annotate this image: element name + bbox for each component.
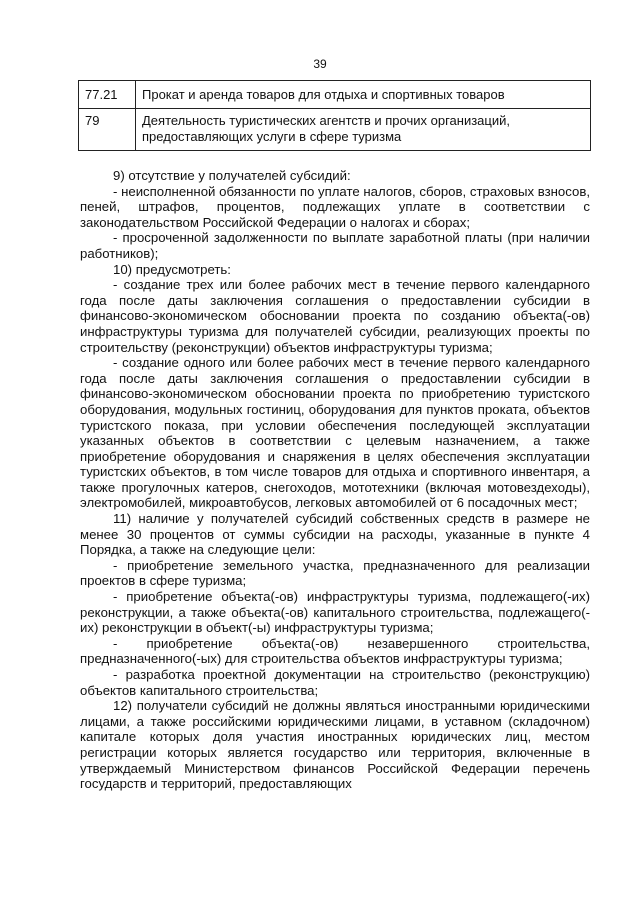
paragraph: - разработка проектной документации на строительство (реконструкцию) объектов капитального строительства; <box>80 667 590 698</box>
paragraph: 10) предусмотреть: <box>113 261 231 277</box>
paragraph: 11) наличие у получателей субсидий собственных средств в размере не менее 30 процентов от суммы субсидии на расходы, указанные в пункте 4 Порядка, а также на следующие цели: <box>80 511 590 558</box>
table-row <box>79 109 591 151</box>
okved-table <box>78 80 591 151</box>
okved-description: Деятельность туристических агентств и прочих организаций, предоставляющих услуги в сфере туризма <box>136 109 591 151</box>
okved-code: 77.21 <box>79 81 136 109</box>
okved-code: 79 <box>79 109 136 151</box>
paragraph: 12) получатели субсидий не должны являться иностранными юридическими лицами, а также российскими юридическими лицами, в уставном (складочном) капитале которых доля участия иностранных юридических лиц, местом регистрации которых является государство или территория, включенные в утверждаемый Министерством финансов Российской Федерации перечень государств и территорий, предоставляющих <box>80 698 590 792</box>
page-number: 39 <box>313 57 327 71</box>
okved-description: Прокат и аренда товаров для отдыха и спортивных товаров <box>136 81 591 109</box>
document-body <box>80 168 590 792</box>
paragraph: - приобретение земельного участка, предназначенного для реализации проектов в сфере туризма; <box>80 557 590 589</box>
paragraph: - просроченной задолженности по выплате заработной платы (при наличии работников); <box>80 230 590 261</box>
paragraph: - приобретение объекта(-ов) незавершенного строительства, предназначенного(-ых) для строительства объектов инфраструктуры туризма; <box>80 635 590 667</box>
paragraph: - создание одного или более рабочих мест в течение первого календарного года после даты заключения соглашения о предоставлении субсидии в финансово-экономическом обосновании проекта по приобретению туристского оборудования, модульных гостиниц, оборудования для пунктов проката, объектов туристского показа, при условии обеспечения последующей эксплуатации указанных объектов в соответствии с целевым назначением, а также приобретение оборудования и снаряжения в целях обеспечения эксплуатации туристских объектов, в том числе товаров для отдыха и спортивного инвентаря, а также прогулочных катеров, снегоходов, мототехники (включая мотовездеходы), электромобилей, микроавтобусов, легковых автомобилей от 6 посадочных мест; <box>80 355 590 511</box>
paragraph: - неисполненной обязанности по уплате налогов, сборов, страховых взносов, пеней, штрафов, процентов, подлежащих уплате в соответствии с законодательством Российской Федерации о налогах и сборах; <box>80 183 590 230</box>
paragraph: 9) отсутствие у получателей субсидий: <box>113 168 351 183</box>
table-row <box>79 81 591 109</box>
paragraph: - приобретение объекта(-ов) инфраструктуры туризма, подлежащего(-их) реконструкции, а также объекта(-ов) капитального строительства, подлежащего(-их) реконструкции в объект(-ы) инфраструктуры туризма; <box>80 589 590 636</box>
paragraph: - создание трех или более рабочих мест в течение первого календарного года после даты заключения соглашения о предоставлении субсидии в финансово-экономическом обосновании проекта по созданию объекта(-ов) инфраструктуры туризма для получателей субсидии, реализующих проекты по строительству (реконструкции) объектов инфраструктуры туризма; <box>80 277 590 355</box>
